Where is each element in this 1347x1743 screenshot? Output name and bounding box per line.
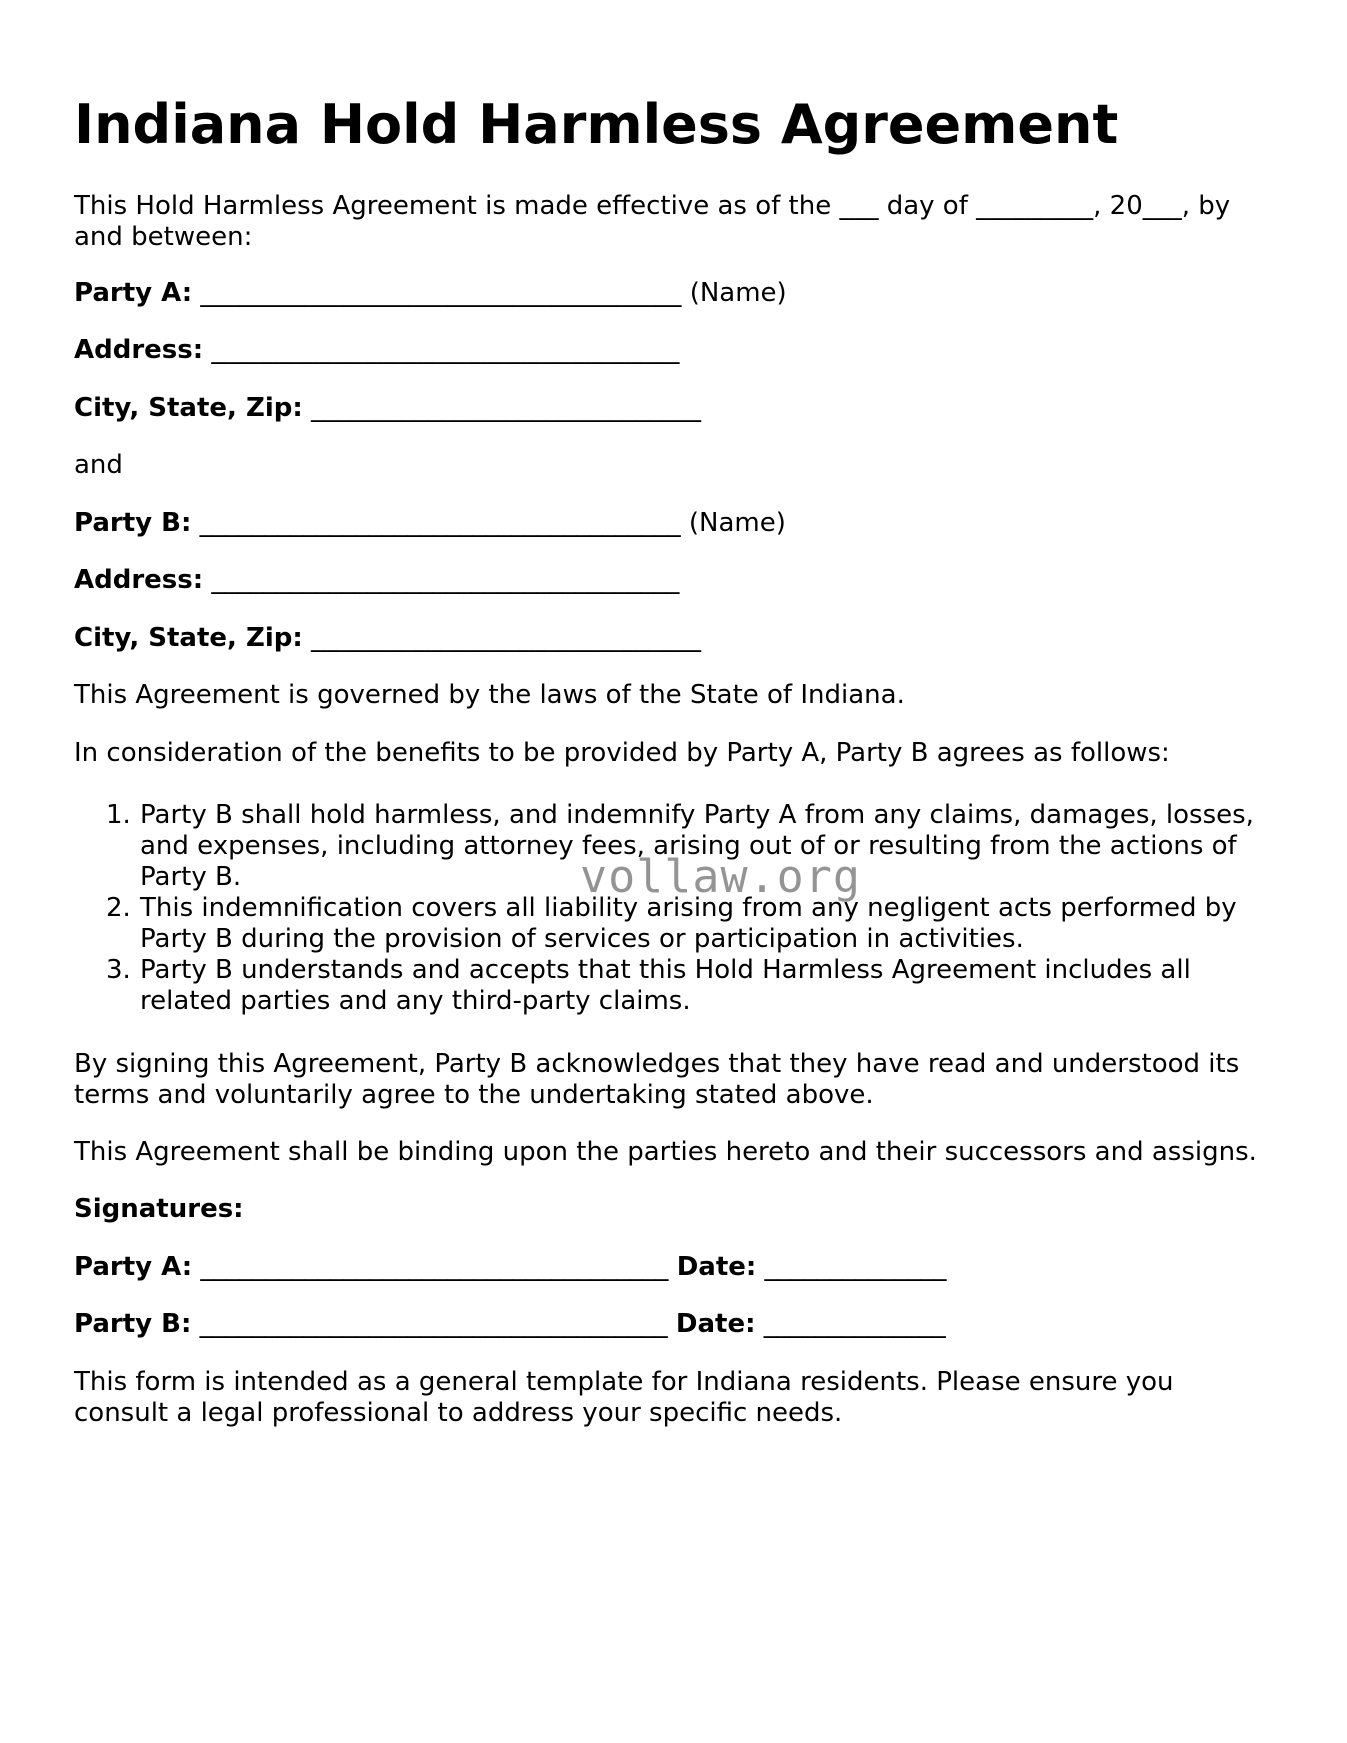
party-b-city-field[interactable] <box>74 623 701 654</box>
intro-line-2: and between: <box>74 222 253 252</box>
governing-law-text: This Agreement is governed by the laws of the State of Indiana. <box>74 680 905 710</box>
term-line: This indemnification covers all liability arising from any negligent acts performed by <box>140 893 1237 923</box>
watermark: vollaw.org <box>580 850 861 903</box>
party-a-name-field[interactable] <box>74 278 787 309</box>
party-a-address-blank[interactable]: ____________________________________ <box>211 335 680 365</box>
footer-line-2: consult a legal professional to address your specific needs. <box>74 1398 843 1428</box>
party-b-address-blank[interactable]: ____________________________________ <box>211 565 680 595</box>
party-a-name-label: Party A: <box>74 278 193 308</box>
consideration-text: In consideration of the benefits to be provided by Party A, Party B agrees as follows: <box>74 738 1170 768</box>
intro-line-1: This Hold Harmless Agreement is made effective as of the ___ day of _________, 20___, by <box>74 191 1231 221</box>
term-line: Party B. <box>140 862 242 892</box>
party-a-name-hint: (Name) <box>689 278 787 308</box>
party-b-signature-field[interactable] <box>74 1309 946 1340</box>
party-b-name-label: Party B: <box>74 508 192 538</box>
term-number: 3. <box>106 955 131 985</box>
term-line: and expenses, including attorney fees, arising out of or resulting from the actions of <box>140 831 1237 861</box>
terms-list <box>74 800 1254 1017</box>
party-b-city-label: City, State, Zip: <box>74 623 303 653</box>
term-line: related parties and any third-party claims. <box>140 986 691 1016</box>
term-line: Party B understands and accepts that this Hold Harmless Agreement includes all <box>140 955 1191 985</box>
party-b-date-label: Date: <box>675 1309 756 1339</box>
party-a-address-label: Address: <box>74 335 204 365</box>
party-a-signature-label: Party A: <box>74 1252 193 1282</box>
party-b-signature-blank[interactable]: ____________________________________ <box>199 1309 668 1339</box>
party-a-city-field[interactable] <box>74 393 701 424</box>
party-b-city-blank[interactable]: ______________________________ <box>311 623 702 653</box>
term-number: 2. <box>106 893 131 923</box>
signatures-heading: Signatures: <box>74 1194 244 1224</box>
footer-line-1: This form is intended as a general template for Indiana residents. Please ensure you <box>74 1367 1174 1397</box>
acknowledgment-line-1: By signing this Agreement, Party B acknowledges that they have read and understood its <box>74 1049 1240 1079</box>
term-number: 1. <box>106 800 131 830</box>
party-b-name-blank[interactable]: _____________________________________ <box>199 508 681 538</box>
party-a-signature-field[interactable] <box>74 1252 947 1283</box>
party-a-signature-blank[interactable]: ____________________________________ <box>200 1252 669 1282</box>
party-a-city-blank[interactable]: ______________________________ <box>311 393 702 423</box>
and-text: and <box>74 450 123 480</box>
party-b-name-field[interactable] <box>74 508 786 539</box>
party-a-date-blank[interactable]: ______________ <box>764 1252 947 1282</box>
party-b-name-hint: (Name) <box>688 508 786 538</box>
term-line: Party B during the provision of services or participation in activities. <box>140 924 1024 954</box>
acknowledgment-line-2: terms and voluntarily agree to the undertaking stated above. <box>74 1080 874 1110</box>
party-b-date-blank[interactable]: ______________ <box>763 1309 946 1339</box>
party-a-city-label: City, State, Zip: <box>74 393 303 423</box>
party-b-address-field[interactable] <box>74 565 679 596</box>
party-a-address-field[interactable] <box>74 335 679 366</box>
party-a-date-label: Date: <box>676 1252 757 1282</box>
party-b-address-label: Address: <box>74 565 204 595</box>
term-line: Party B shall hold harmless, and indemnify Party A from any claims, damages, losses, <box>140 800 1254 830</box>
party-b-signature-label: Party B: <box>74 1309 192 1339</box>
page-title: Indiana Hold Harmless Agreement <box>74 93 1119 156</box>
list-item <box>74 955 1254 1017</box>
binding-text: This Agreement shall be binding upon the parties hereto and their successors and assigns. <box>74 1137 1257 1167</box>
party-a-name-blank[interactable]: _____________________________________ <box>200 278 682 308</box>
